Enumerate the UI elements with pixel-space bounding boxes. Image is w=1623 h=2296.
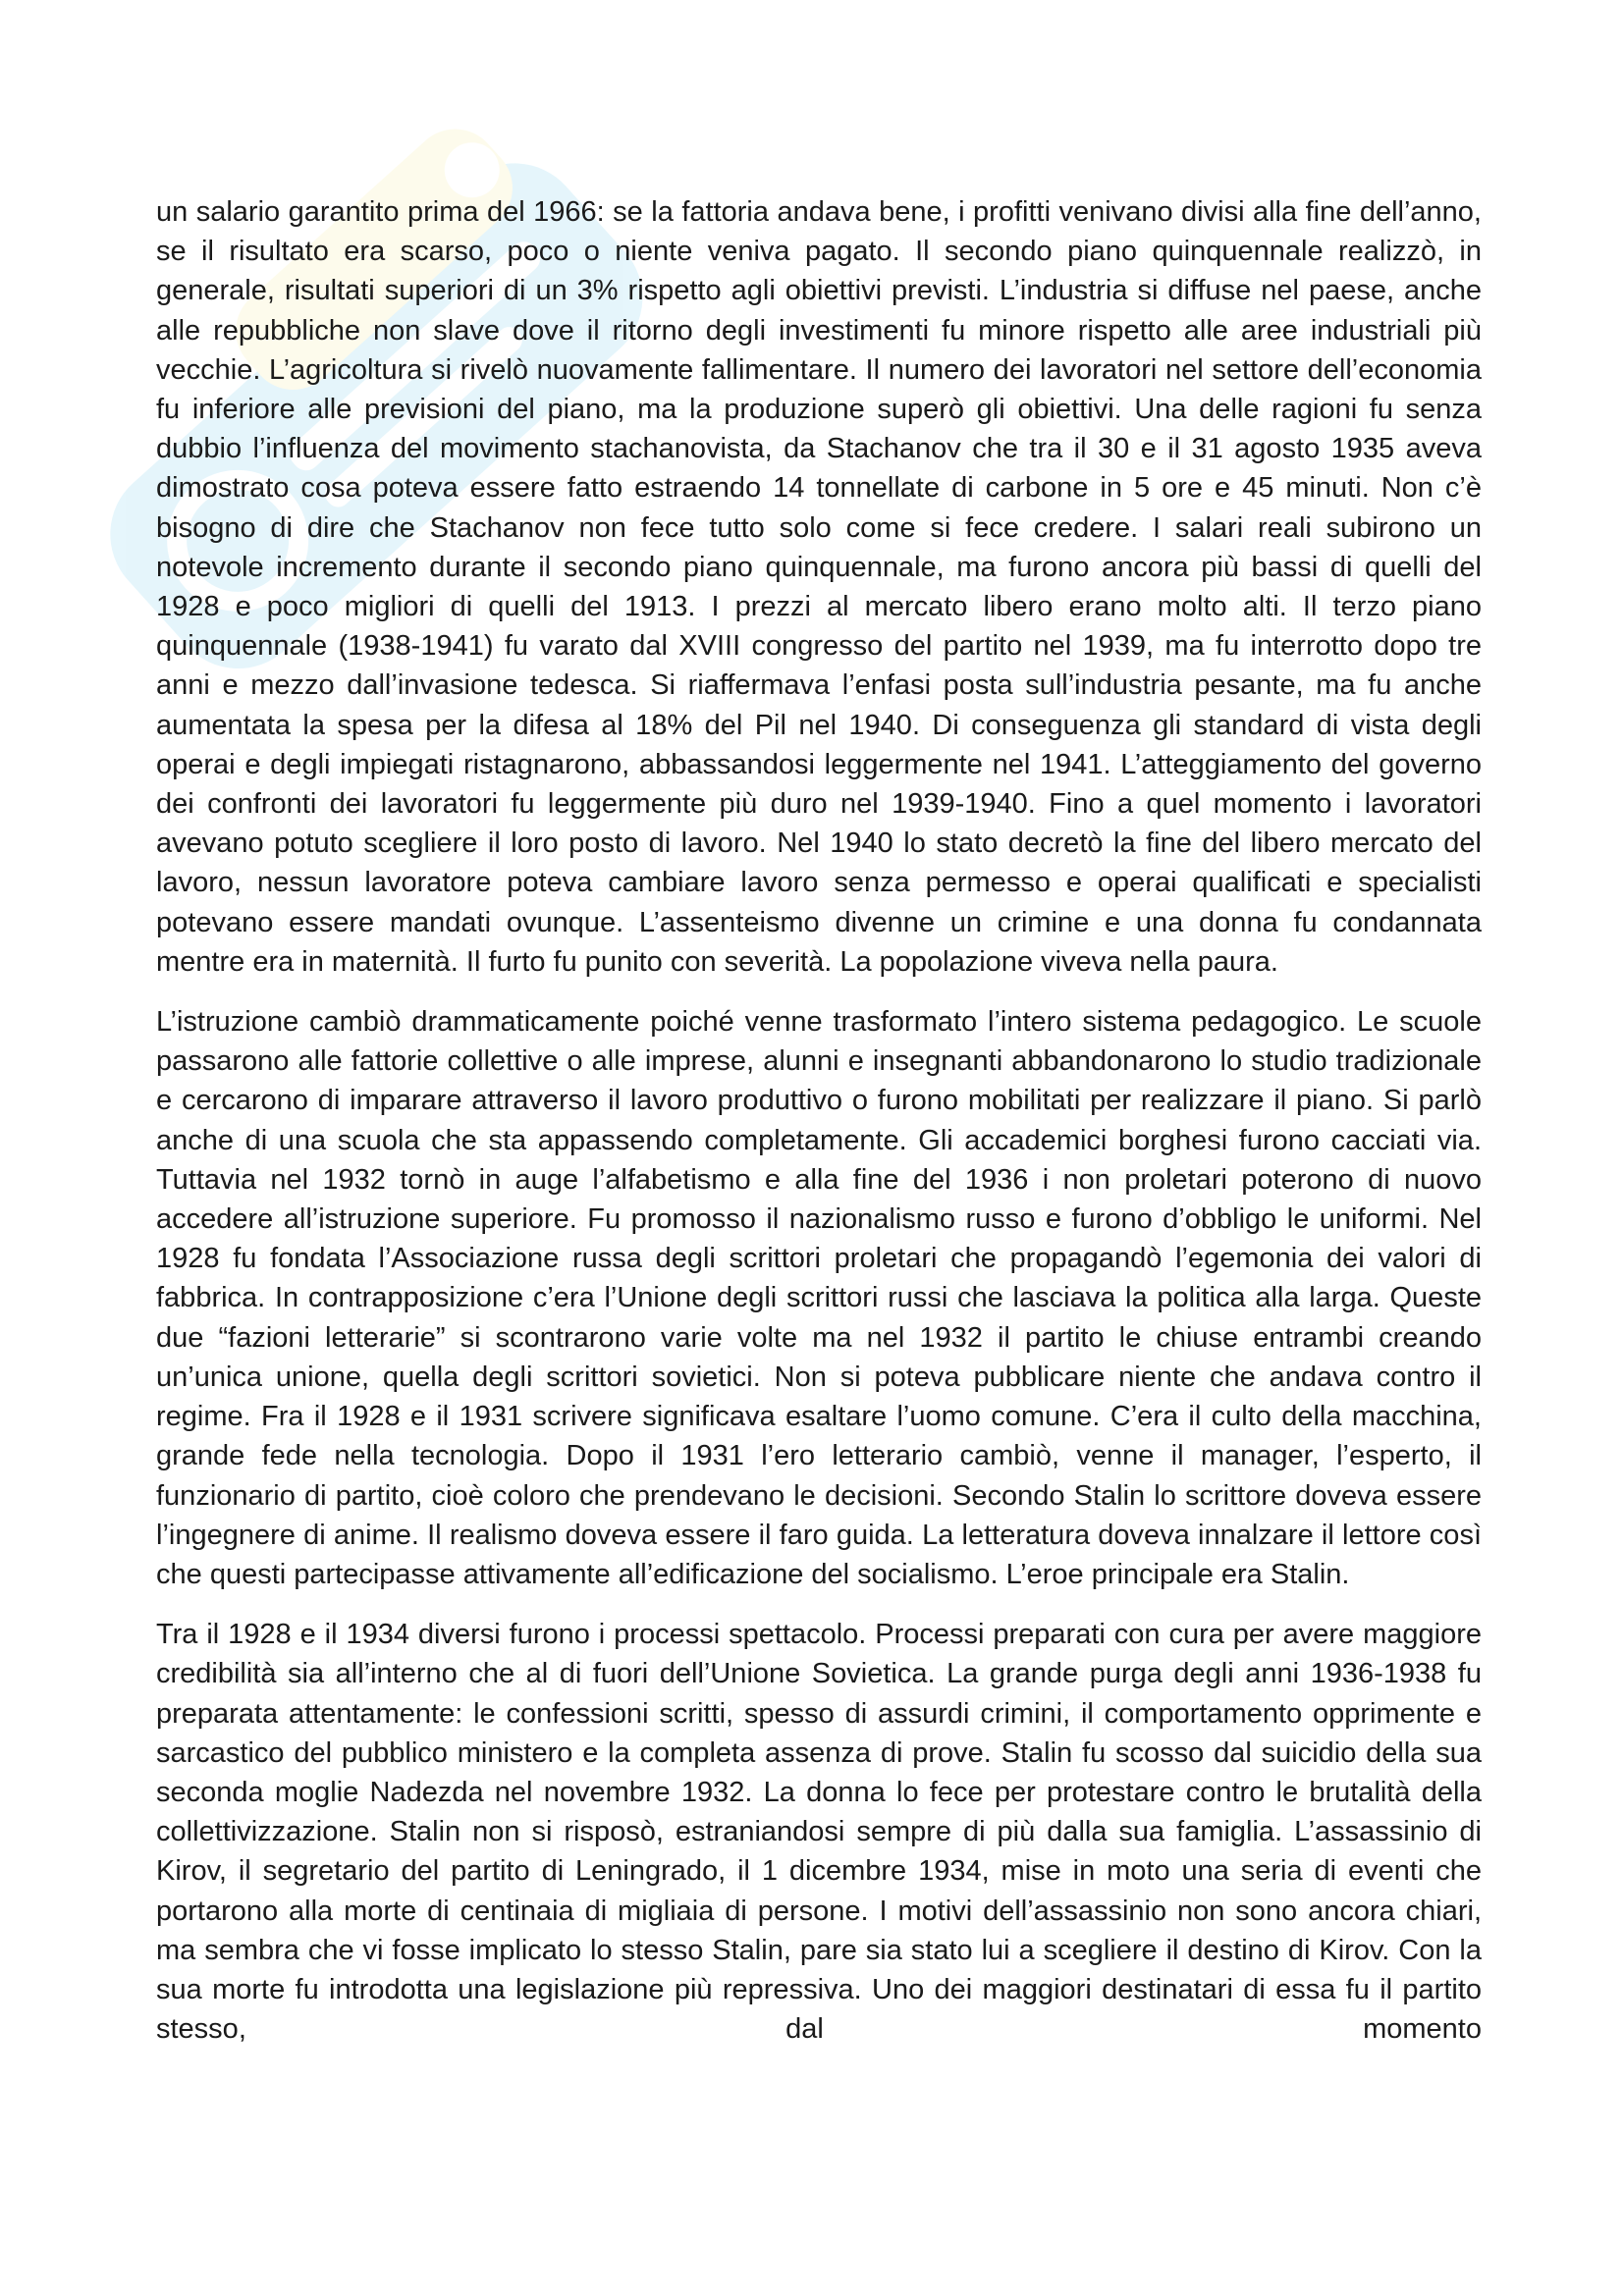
- document-body: [156, 192, 1482, 2069]
- paragraph-processi-purghe: Tra il 1928 e il 1934 diversi furono i processi spettacolo. Processi preparati con cura per avere maggiore credibilità sia all’interno che al di fuori dell’Unione Sovietica. La grande purga degli anni 1936-1938 fu preparata attentamente: le confessioni scritti, spesso di assurdi crimini, il comportamento opprimente e sarcastico del pubblico ministero e la completa assenza di prove. Stalin fu scosso dal suicidio della sua seconda moglie Nadezda nel novembre 1932. La donna lo fece per protestare contro le brutalità della collettivizzazione. Stalin non si risposò, estraniandosi sempre di più dalla sua famiglia. L’assassinio di Kirov, il segretario del partito di Leningrado, il 1 dicembre 1934, mise in moto una seria di eventi che portarono alla morte di centinaia di migliaia di persone. I motivi dell’assassinio non sono ancora chiari, ma sembra che vi fosse implicato lo stesso Stalin, pare sia stato lui a scegliere il destino di Kirov. Con la sua morte fu introdotta una legislazione più repressiva. Uno dei maggiori destinatari di essa fu il partito stesso, dal momento: [156, 1619, 1482, 2046]
- paragraph-piani-quinquennali: un salario garantito prima del 1966: se la fattoria andava bene, i profitti venivano divisi alla fine dell’anno, se il risultato era scarso, poco o niente veniva pagato. Il secondo piano quinquennale realizzò, in generale, risultati superiori di un 3% rispetto agli obiettivi previsti. L’industria si diffuse nel paese, anche alle repubbliche non slave dove il ritorno degli investimenti fu minore rispetto alle aree industriali più vecchie. L’agricoltura si rivelò nuovamente fallimentare. Il numero dei lavoratori nel settore dell’economia fu inferiore alle previsioni del piano, ma la produzione superò gli obiettivi. Una delle ragioni fu senza dubbio l’influenza del movimento stachanovista, da Stachanov che tra il 30 e il 31 agosto 1935 aveva dimostrato cosa poteva essere fatto estraendo 14 tonnellate di carbone in 5 ore e 45 minuti. Non c’è bisogno di dire che Stachanov non fece tutto solo come si fece credere. I salari reali subirono un notevole incremento durante il secondo piano quinquennale, ma furono ancora più bassi di quelli del 1928 e poco migliori di quelli del 1913. I prezzi al mercato libero erano molto alti. Il terzo piano quinquennale (1938-1941) fu varato dal XVIII congresso del partito nel 1939, ma fu interrotto dopo tre anni e mezzo dall’invasione tedesca. Si riaffermava l’enfasi posta sull’industria pesante, ma fu anche aumentata la spesa per la difesa al 18% del Pil nel 1940. Di conseguenza gli standard di vista degli operai e degli impiegati ristagnarono, abbassandosi leggermente nel 1941. L’atteggiamento del governo dei confronti dei lavoratori fu leggermente più duro nel 1939-1940. Fino a quel momento i lavoratori avevano potuto scegliere il loro posto di lavoro. Nel 1940 lo stato decretò la fine del libero mercato del lavoro, nessun lavoratore poteva cambiare lavoro senza permesso e operai qualificati e specialisti potevano essere mandati ovunque. L’assenteismo divenne un crimine e una donna fu condannata mentre era in maternità. Il furto fu punito con severità. La popolazione viveva nella paura.: [156, 196, 1482, 978]
- paragraph-istruzione: L’istruzione cambiò drammaticamente poiché venne trasformato l’intero sistema pedagogico. Le scuole passarono alle fattorie collettive o alle imprese, alunni e insegnanti abbandonarono lo studio tradizionale e cercarono di imparare attraverso il lavoro produttivo o furono mobilitati per realizzare il piano. Si parlò anche di una scuola che sta appassendo completamente. Gli accademici borghesi furono cacciati via. Tuttavia nel 1932 tornò in auge l’alfabetismo e alla fine del 1936 i non proletari poterono di nuovo accedere all’istruzione superiore. Fu promosso il nazionalismo russo e furono d’obbligo le uniformi. Nel 1928 fu fondata l’Associazione russa degli scrittori proletari che propagandò l’egemonia dei valori di fabbrica. In contrapposizione c’era l’Unione degli scrittori russi che lasciava la politica alla larga. Queste due “fazioni letterarie” si scontrarono varie volte ma nel 1932 il partito le chiuse entrambi creando un’unica unione, quella degli scrittori sovietici. Non si poteva pubblicare niente che andava contro il regime. Fra il 1928 e il 1931 scrivere significava esaltare l’uomo comune. C’era il culto della macchina, grande fede nella tecnologia. Dopo il 1931 l’ero letterario cambiò, venne il manager, l’esperto, il funzionario di partito, cioè coloro che prendevano le decisioni. Secondo Stalin lo scrittore doveva essere l’ingegnere di anime. Il realismo doveva essere il faro guida. La letteratura doveva innalzare il lettore così che questi partecipasse attivamente all’edificazione del socialismo. L’eroe principale era Stalin.: [156, 1006, 1482, 1590]
